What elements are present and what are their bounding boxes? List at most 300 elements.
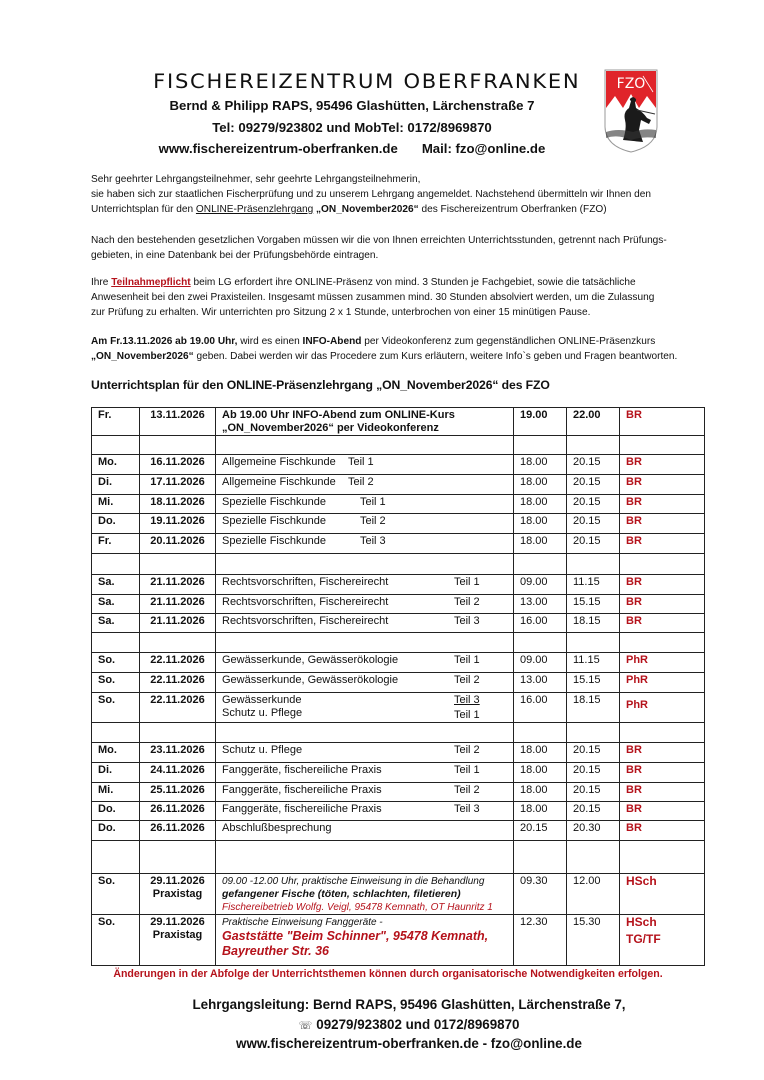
- footer-contact[interactable]: www.fischereizentrum-oberfranken.de - fzo@online.de: [236, 1036, 582, 1051]
- end-time-cell: [567, 783, 620, 802]
- end-time-cell: [567, 723, 620, 743]
- day-cell: [92, 575, 140, 595]
- date-cell: [140, 723, 216, 743]
- topic-cell: [216, 575, 514, 595]
- end-time: 11.15: [573, 654, 600, 666]
- trainer-cell: [620, 514, 705, 534]
- part-text: Teil 2: [454, 784, 480, 796]
- svg-text:FZO: FZO: [616, 76, 646, 92]
- topic-cell: [216, 436, 514, 455]
- day-label: Sa.: [98, 576, 115, 588]
- part-label: [454, 803, 480, 816]
- topic-cell: [216, 455, 514, 475]
- table-row: [92, 614, 705, 633]
- topic-text: Spezielle Fischkunde: [222, 535, 326, 547]
- day-cell: [92, 436, 140, 455]
- start-time: 18.00: [520, 744, 548, 756]
- trainer-cell: [620, 554, 705, 575]
- day-label: Sa.: [98, 596, 115, 608]
- date-label: 29.11.2026: [150, 875, 205, 887]
- day-cell: [92, 455, 140, 475]
- trainer-cell: [620, 723, 705, 743]
- start-time: 13.00: [520, 596, 548, 608]
- trainer-cell: [620, 595, 705, 614]
- trainer-cell: [620, 783, 705, 802]
- end-time-cell: [567, 534, 620, 554]
- date-label: 17.11.2026: [150, 476, 205, 488]
- spacer-row: [92, 436, 705, 455]
- table-row: [92, 821, 705, 841]
- start-time-cell: [514, 408, 567, 436]
- topic-text: Allgemeine Fischkunde: [222, 456, 336, 468]
- day-cell: [92, 595, 140, 614]
- end-time-cell: [567, 475, 620, 495]
- legal-line: gebieten, in eine Datenbank bei der Prüfungsbehörde eintragen.: [91, 250, 379, 261]
- duty-paragraph: [91, 275, 691, 320]
- day-label: So.: [98, 916, 116, 928]
- trainer-code: BR: [626, 596, 642, 608]
- day-cell: [92, 514, 140, 534]
- end-time: 15.15: [573, 674, 601, 686]
- header-mail[interactable]: Mail: fzo@online.de: [421, 141, 546, 156]
- end-time: 20.30: [573, 822, 601, 834]
- part-text: Teil 1: [454, 709, 480, 721]
- day-label: Fr.: [98, 535, 112, 547]
- trainer-cell: [620, 633, 705, 653]
- trainer-code: BR: [626, 496, 642, 508]
- end-time-cell: [567, 841, 620, 874]
- phone-icon: ☏: [298, 1020, 313, 1032]
- header-phone: Tel: 09279/923802 und MobTel: 0172/8969870: [212, 120, 492, 135]
- part-text: Teil 1: [454, 654, 480, 666]
- date-label: 25.11.2026: [150, 784, 205, 796]
- topic-text: „ON_November2026“ per Videokonferenz: [222, 422, 439, 434]
- topic-text: Ab 19.00 Uhr INFO-Abend zum ONLINE-Kurs: [222, 409, 455, 421]
- part-text: Teil 3: [454, 803, 480, 815]
- start-time: 18.00: [520, 515, 548, 527]
- teilnahmepflicht-link[interactable]: Teilnahmepflicht: [111, 277, 191, 288]
- part-text: Teil 3: [454, 694, 480, 706]
- date-cell: [140, 653, 216, 673]
- topic-text: Gewässerkunde, Gewässerökologie: [222, 674, 399, 686]
- trainer-code: BR: [626, 535, 642, 547]
- start-time-cell: [514, 821, 567, 841]
- location-text: Bayreuther Str. 36: [222, 944, 329, 958]
- end-time: 18.15: [573, 615, 601, 627]
- topic-text: Rechtsvorschriften, Fischereirecht: [222, 596, 389, 608]
- topic-text: Spezielle Fischkunde: [222, 515, 326, 527]
- start-time: 18.00: [520, 476, 548, 488]
- trainer-cell: [620, 475, 705, 495]
- date-cell: [140, 575, 216, 595]
- date-cell: [140, 408, 216, 436]
- trainer-code: PhR: [626, 674, 648, 686]
- trainer-cell: [620, 802, 705, 821]
- spacer-row: [92, 554, 705, 575]
- date-cell: [140, 633, 216, 653]
- date-label: 26.11.2026: [150, 803, 205, 815]
- topic-cell: [216, 802, 514, 821]
- end-time-cell: [567, 653, 620, 673]
- end-time: 15.15: [573, 596, 601, 608]
- date-cell: [140, 534, 216, 554]
- day-cell: [92, 841, 140, 874]
- day-cell: [92, 743, 140, 763]
- topic-cell: [216, 915, 514, 966]
- table-row: [92, 763, 705, 783]
- trainer-code: BR: [626, 803, 642, 815]
- day-cell: [92, 915, 140, 966]
- table-row: [92, 915, 705, 966]
- day-cell: [92, 763, 140, 783]
- course-type-link: ONLINE-Präsenzlehrgang: [195, 204, 314, 215]
- part-label: [454, 615, 480, 628]
- part-label: [454, 744, 480, 757]
- day-label: Sa.: [98, 615, 115, 627]
- day-cell: [92, 534, 140, 554]
- topic-text: Fanggeräte, fischereiliche Praxis: [222, 764, 382, 776]
- org-title: FISCHEREIZENTRUM OBERFRANKEN: [153, 70, 581, 93]
- date-label: 22.11.2026: [150, 694, 205, 706]
- start-time-cell: [514, 575, 567, 595]
- topic-text: Rechtsvorschriften, Fischereirecht: [222, 615, 389, 627]
- part-text: Teil 2: [454, 744, 480, 756]
- trainer-cell: [620, 763, 705, 783]
- part-text: Teil 2: [454, 596, 480, 608]
- end-time: 22.00: [573, 409, 601, 421]
- fzo-crest-icon: [603, 68, 659, 154]
- end-time: 20.15: [573, 744, 601, 756]
- day-label: Do.: [98, 822, 116, 834]
- topic-text: Gewässerkunde: [222, 694, 302, 706]
- date-label: 18.11.2026: [150, 496, 205, 508]
- date-label: 16.11.2026: [150, 456, 205, 468]
- end-time-cell: [567, 874, 620, 915]
- table-row: [92, 495, 705, 514]
- start-time: 18.00: [520, 496, 548, 508]
- topic-cell: [216, 408, 514, 436]
- date-label: 21.11.2026: [150, 615, 205, 627]
- part-label: [360, 515, 386, 528]
- date-cell: [140, 495, 216, 514]
- day-cell: [92, 614, 140, 633]
- course-name: „ON_November2026“: [316, 204, 419, 215]
- header-website-link[interactable]: www.fischereizentrum-oberfranken.de: [158, 141, 398, 156]
- topic-cell: [216, 534, 514, 554]
- end-time: 20.15: [573, 535, 601, 547]
- date-cell: [140, 743, 216, 763]
- part-text: Teil 3: [454, 615, 480, 627]
- intro-line: Unterrichtsplan für den ONLINE-Präsenzlehrgang „ON_November2026“ des Fischereizentrum Oberfranken (FZO): [91, 204, 607, 215]
- start-time: 09.00: [520, 654, 548, 666]
- start-time: 20.15: [520, 822, 548, 834]
- end-time-cell: [567, 673, 620, 693]
- trainer-cell: [620, 495, 705, 514]
- start-time-cell: [514, 653, 567, 673]
- start-time-cell: [514, 841, 567, 874]
- date-label: 29.11.2026: [150, 916, 205, 928]
- topic-cell: [216, 554, 514, 575]
- trainer-cell: [620, 821, 705, 841]
- table-row: [92, 514, 705, 534]
- topic-cell: [216, 763, 514, 783]
- start-time-cell: [514, 614, 567, 633]
- date-label: 26.11.2026: [150, 822, 205, 834]
- info-line: Am Fr.13.11.2026 ab 19.00 Uhr, wird es einen INFO-Abend per Videokonferenz zum gegenständlichen ONLINE-Präsenzkurs: [91, 336, 656, 347]
- table-row: [92, 475, 705, 495]
- day-label: Di.: [98, 476, 113, 488]
- topic-cell: [216, 595, 514, 614]
- topic-cell: [216, 723, 514, 743]
- topic-cell: [216, 495, 514, 514]
- location-text: Fischereibetrieb Wolfg. Veigl, 95478 Kemnath, OT Haunritz 1: [222, 902, 493, 913]
- start-time-cell: [514, 455, 567, 475]
- start-time-cell: [514, 595, 567, 614]
- date-cell: [140, 802, 216, 821]
- trainer-cell: [620, 455, 705, 475]
- day-label: Fr.: [98, 409, 112, 421]
- day-label: Di.: [98, 764, 113, 776]
- trainer-cell: [620, 874, 705, 915]
- start-time: 18.00: [520, 803, 548, 815]
- start-time-cell: [514, 743, 567, 763]
- day-label: So.: [98, 674, 116, 686]
- duty-line: Ihre Teilnahmepflicht beim LG erfordert ihre ONLINE-Präsenz von mind. 3 Stunden je Fachgebiet, sowie die tatsächliche: [91, 277, 636, 288]
- part-text: Teil 3: [360, 535, 386, 547]
- part-label: [360, 496, 386, 509]
- start-time-cell: [514, 783, 567, 802]
- topic-text: Fanggeräte, fischereiliche Praxis: [222, 784, 382, 796]
- topic-text: Allgemeine Fischkunde: [222, 476, 336, 488]
- day-cell: [92, 653, 140, 673]
- trainer-code: HSch: [626, 874, 657, 888]
- end-time: 18.15: [573, 694, 601, 706]
- end-time-cell: [567, 763, 620, 783]
- duty-line: zur Prüfung zu erhalten. Wir unterrichten pro Sitzung 2 x 1 Stunde, unterbrochen von einer 15 minütigen Pause.: [91, 307, 591, 318]
- table-row: [92, 534, 705, 554]
- date-cell: [140, 763, 216, 783]
- date-label: 24.11.2026: [150, 764, 205, 776]
- trainer-code: BR: [626, 515, 642, 527]
- trainer-cell: [620, 653, 705, 673]
- header-address: Bernd & Philipp RAPS, 95496 Glashütten, Lärchenstraße 7: [169, 98, 535, 113]
- end-time: 15.30: [573, 916, 601, 928]
- footer-phone: ☏ 09279/923802 und 0172/8969870: [298, 1017, 520, 1032]
- day-cell: [92, 633, 140, 653]
- part-label: [360, 535, 386, 548]
- topic-text: Schutz u. Pflege: [222, 744, 303, 756]
- day-cell: [92, 802, 140, 821]
- intro-line: sie haben sich zur staatlichen Fischerprüfung und zu unserem Lehrgang angemeldet. Nachstehend übermitteln wir Ihnen den: [91, 189, 651, 200]
- spacer-row: [92, 723, 705, 743]
- table-row: [92, 874, 705, 915]
- end-time: 11.15: [573, 576, 600, 588]
- date-cell: [140, 821, 216, 841]
- end-time-cell: [567, 614, 620, 633]
- trainer-code: BR: [626, 576, 642, 588]
- part-label: [348, 456, 374, 469]
- end-time-cell: [567, 455, 620, 475]
- part-label: [454, 674, 480, 687]
- end-time-cell: [567, 821, 620, 841]
- start-time: 09.30: [520, 875, 548, 887]
- part-text: Teil 2: [348, 476, 374, 488]
- trainer-code: BR: [626, 764, 642, 776]
- date-label: 21.11.2026: [150, 596, 205, 608]
- table-row: [92, 575, 705, 595]
- trainer-cell: [620, 743, 705, 763]
- practice-day-label: Praxistag: [152, 929, 203, 941]
- start-time: 18.00: [520, 764, 548, 776]
- start-time: 18.00: [520, 784, 548, 796]
- end-time-cell: [567, 915, 620, 966]
- table-row: [92, 673, 705, 693]
- end-time: 20.15: [573, 496, 601, 508]
- part-text: Teil 2: [454, 674, 480, 686]
- topic-cell: [216, 821, 514, 841]
- date-cell: [140, 673, 216, 693]
- topic-cell: [216, 841, 514, 874]
- part-label: [454, 694, 480, 722]
- trainer-code: BR: [626, 784, 642, 796]
- schedule-table: [91, 407, 705, 966]
- trainer-cell: [620, 575, 705, 595]
- date-cell: [140, 455, 216, 475]
- topic-text: Fanggeräte, fischereiliche Praxis: [222, 803, 382, 815]
- part-label: [454, 596, 480, 609]
- start-time-cell: [514, 802, 567, 821]
- start-time-cell: [514, 693, 567, 723]
- end-time: 20.15: [573, 784, 601, 796]
- start-time-cell: [514, 475, 567, 495]
- day-label: So.: [98, 694, 116, 706]
- end-time-cell: [567, 743, 620, 763]
- topic-text: Praktische Einweisung Fanggeräte -: [222, 917, 383, 928]
- trainer-code: HSch: [626, 915, 657, 929]
- topic-text: Rechtsvorschriften, Fischereirecht: [222, 576, 389, 588]
- end-time-cell: [567, 408, 620, 436]
- part-text: Teil 1: [454, 576, 480, 588]
- topic-text: Abschlußbesprechung: [222, 822, 332, 834]
- day-cell: [92, 783, 140, 802]
- trainer-code: BR: [626, 476, 642, 488]
- date-label: 23.11.2026: [150, 744, 205, 756]
- change-notice: Änderungen in der Abfolge der Unterrichtsthemen können durch organisatorische Notwendigkeiten erfolgen.: [113, 968, 663, 980]
- trainer-cell: [620, 614, 705, 633]
- trainer-code: BR: [626, 456, 642, 468]
- duty-line: Anwesenheit bei den zwei Praxisteilen. Insgesamt müssen zusammen mind. 30 Stunden absolviert werden, um die Zulassung: [91, 292, 655, 303]
- topic-text: gefangener Fische (töten, schlachten, filetieren): [222, 888, 461, 900]
- fzo-logo: [603, 68, 659, 154]
- trainer-code: PhR: [626, 699, 648, 711]
- part-text: Teil 1: [360, 496, 386, 508]
- legal-line: Nach den bestehenden gesetzlichen Vorgaben müssen wir die von Ihnen erreichten Unterrichtsstunden, getrennt nach Prüfungs-: [91, 235, 667, 246]
- date-label: 22.11.2026: [150, 674, 205, 686]
- practice-day-label: Praxistag: [152, 888, 203, 900]
- table-row: [92, 693, 705, 723]
- trainer-cell: [620, 436, 705, 455]
- day-cell: [92, 874, 140, 915]
- date-cell: [140, 841, 216, 874]
- day-cell: [92, 495, 140, 514]
- end-time: 20.15: [573, 456, 601, 468]
- topic-cell: [216, 633, 514, 653]
- intro-paragraph: [91, 172, 691, 217]
- trainer-cell: [620, 841, 705, 874]
- trainer-cell: [620, 408, 705, 436]
- table-row: [92, 802, 705, 821]
- date-cell: [140, 693, 216, 723]
- day-cell: [92, 475, 140, 495]
- table-row: [92, 743, 705, 763]
- date-cell: [140, 783, 216, 802]
- end-time: 12.00: [573, 875, 601, 887]
- trainer-code: BR: [626, 409, 642, 421]
- topic-text: Schutz u. Pflege: [222, 707, 303, 719]
- day-label: So.: [98, 875, 116, 887]
- end-time-cell: [567, 436, 620, 455]
- end-time-cell: [567, 595, 620, 614]
- end-time: 20.15: [573, 515, 601, 527]
- start-time-cell: [514, 633, 567, 653]
- table-row: [92, 783, 705, 802]
- start-time: 18.00: [520, 456, 548, 468]
- part-label: [454, 654, 480, 667]
- trainer-code: PhR: [626, 654, 648, 666]
- spacer-row: [92, 841, 705, 874]
- table-row: [92, 595, 705, 614]
- start-time: 16.00: [520, 694, 548, 706]
- day-label: So.: [98, 654, 116, 666]
- topic-cell: [216, 693, 514, 723]
- end-time-cell: [567, 633, 620, 653]
- info-line: „ON_November2026“ geben. Dabei werden wir das Procedere zum Kurs erläutern, weitere Info`s geben und Fragen beantworten.: [91, 351, 678, 362]
- date-cell: [140, 475, 216, 495]
- date-cell: [140, 595, 216, 614]
- trainer-code: BR: [626, 822, 642, 834]
- part-text: Teil 1: [454, 764, 480, 776]
- greeting-text: Sehr geehrter Lehrgangsteilnehmer, sehr geehrte Lehrgangsteilnehmerin,: [91, 174, 421, 185]
- spacer-row: [92, 633, 705, 653]
- legal-paragraph: [91, 233, 691, 263]
- day-label: Do.: [98, 515, 116, 527]
- part-label: [454, 576, 480, 589]
- trainer-code: TG/TF: [626, 932, 661, 946]
- start-time-cell: [514, 673, 567, 693]
- day-cell: [92, 554, 140, 575]
- topic-cell: [216, 653, 514, 673]
- date-cell: [140, 614, 216, 633]
- start-time: 13.00: [520, 674, 548, 686]
- day-label: Mo.: [98, 456, 117, 468]
- start-time-cell: [514, 495, 567, 514]
- day-label: Mi.: [98, 496, 114, 508]
- start-time-cell: [514, 436, 567, 455]
- part-text: Teil 1: [348, 456, 374, 468]
- start-time: 12.30: [520, 916, 548, 928]
- topic-cell: [216, 874, 514, 915]
- date-cell: [140, 514, 216, 534]
- end-time-cell: [567, 495, 620, 514]
- day-cell: [92, 821, 140, 841]
- date-cell: [140, 915, 216, 966]
- trainer-cell: [620, 673, 705, 693]
- trainer-cell: [620, 915, 705, 966]
- start-time: 09.00: [520, 576, 548, 588]
- date-cell: [140, 436, 216, 455]
- part-label: [348, 476, 374, 489]
- end-time: 20.15: [573, 803, 601, 815]
